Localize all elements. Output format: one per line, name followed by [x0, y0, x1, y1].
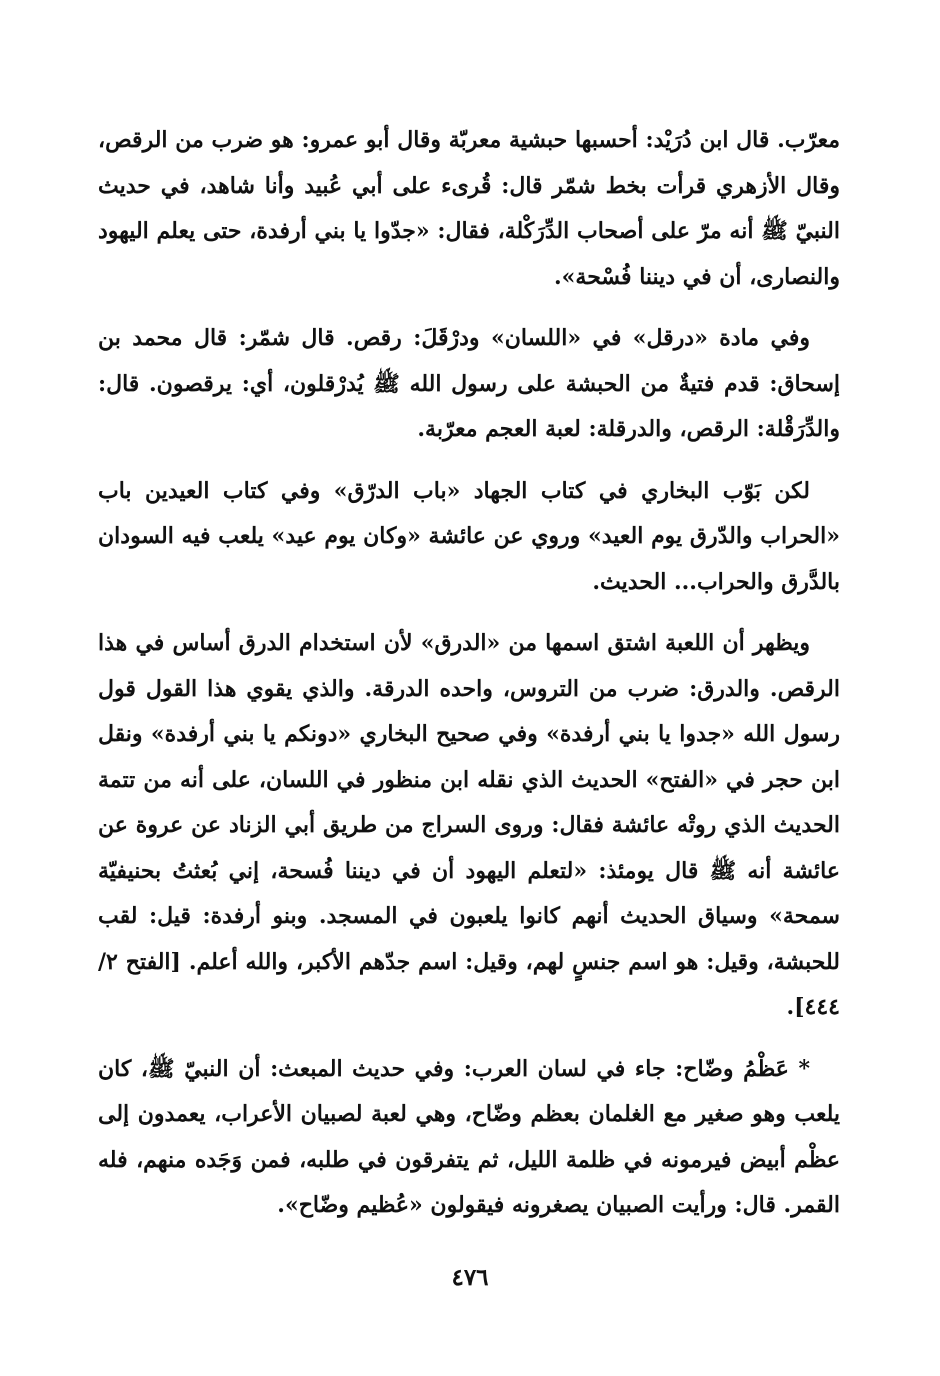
paragraph-1: معرّب. قال ابن دُرَيْد: أحسبها حبشية معربّة وقال أبو عمرو: هو ضرب من الرقص، وقال الأزهري قرأت بخط شمّر قال: قُرىء على أبي عُبيد وأنا شاهد، في حديث النبيّ ﷺ أنه مرّ على أصحاب الدِّرَكْلة، فقال: «جدّوا يا بني أرفدة، حتى يعلم اليهود والنصارى، أن في ديننا فُسْحة».: [98, 127, 840, 290]
paragraph-2: وفي مادة «درقل» في «اللسان» ودرْقَلَ: رقص. قال شمّر: قال محمد بن إسحاق: قدم فتيةٌ من الحبشة على رسول الله ﷺ يُدرْقلون، أي: يرقصون. قال: والدِّرَقْلة: الرقص، والدرقلة: لعبة العجم معرّبة.: [98, 325, 840, 442]
paragraph-4: ويظهر أن اللعبة اشتق اسمها من «الدرق» لأن استخدام الدرق أساس في هذا الرقص. والدرق: ضرب من التروس، واحده الدرقة. والذي يقوي هذا القول قول رسول الله «جدوا يا بني أرفدة» وفي صحيح البخاري «دونكم يا بني أرفدة» ونقل ابن حجر في «الفتح» الحديث الذي نقله ابن منظور في اللسان، على أنه من تتمة الحديث الذي روتْه عائشة فقال: وروى السراج من طريق أبي الزناد عن عروة عن عائشة أنه ﷺ قال يومئذ: «لتعلم اليهود أن في ديننا فُسحة، إني بُعثتُ بحنيفيّة سمحة» وسياق الحديث أنهم كانوا يلعبون في المسجد. وبنو أرفدة: قيل: لقب للحبشة، وقيل: هو اسم جنسٍ لهم، وقيل: اسم جدّهم الأكبر، والله أعلم. [الفتح ٢/ ٤٤٤].: [98, 630, 841, 1020]
page-number: ٤٧٦: [451, 1264, 489, 1291]
entry-marker: *: [798, 1055, 810, 1082]
entry-paragraph: [98, 1047, 840, 1229]
entry-text: : جاء في لسان العرب: وفي حديث المبعث: أن النبيّ ﷺ، كان يلعب وهو صغير مع الغلمان بعظم وضّاح، وهي لعبة لصبيان الأعراب، يعمدون إلى عظْم أبيض فيرمونه في ظلمة الليل، ثم يتفرقون في طلبه، فمن وَجَده منهم، فله القمر. قال: ورأيت الصبيان يصغرونه فيقولون «عُظيم وضّاح».: [98, 1055, 840, 1218]
paragraph-3: لكن بَوّب البخاري في كتاب الجهاد «باب الدرّق» وفي كتاب العيدين باب «الحراب والدّرق يوم العيد» وروي عن عائشة «وكان يوم عيد» يلعب فيه السودان بالدَّرق والحراب... الحديث.: [98, 477, 840, 595]
entry-headword: عَظْمُ وضّاح: [683, 1055, 789, 1082]
main-text: [98, 118, 840, 1229]
